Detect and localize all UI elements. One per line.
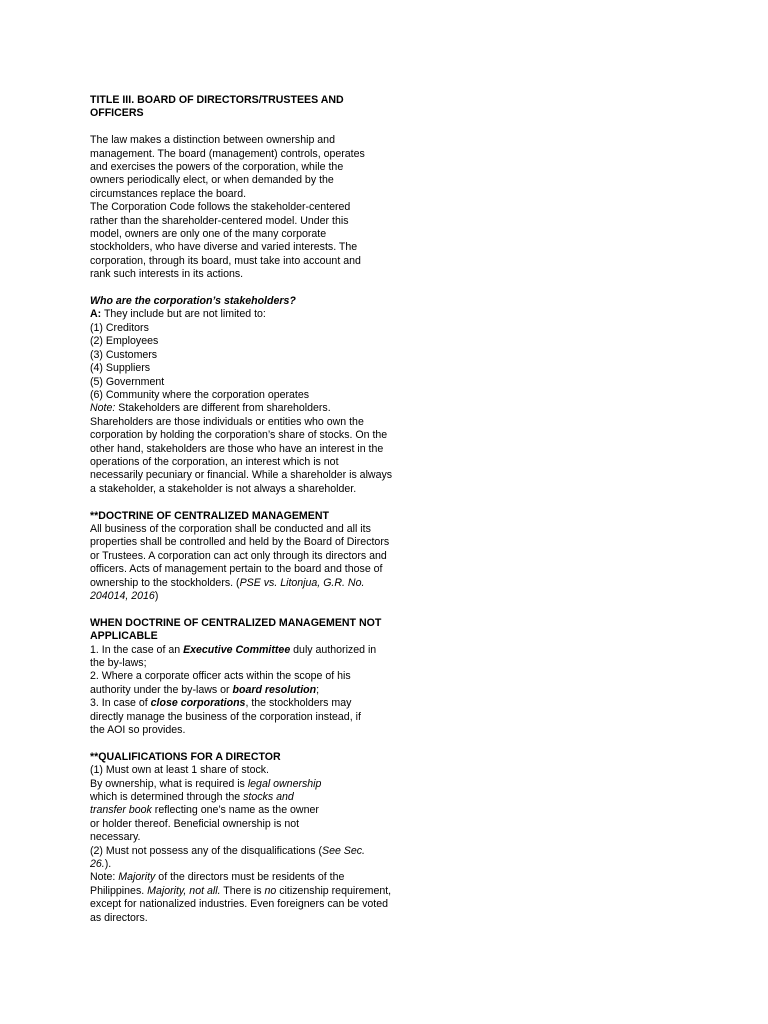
- text-run: ).: [104, 858, 112, 871]
- text-line: owners periodically elect, or when demanded by the: [90, 174, 334, 187]
- text-line: (1) Must own at least 1 share of stock.: [90, 764, 269, 777]
- text-line: as directors.: [90, 911, 148, 924]
- text-line: rank such interests in its actions.: [90, 268, 244, 281]
- emphasis: transfer book: [90, 804, 152, 817]
- text-line: directly manage the business of the corporation instead, if: [90, 710, 361, 723]
- text-line: [90, 791, 425, 804]
- text-line: The law makes a distinction between ownership and: [90, 134, 335, 147]
- text-run: ;: [316, 683, 320, 696]
- case-citation: 204014, 2016: [90, 589, 155, 602]
- text-line: management. The board (management) controls, operates: [90, 147, 365, 160]
- exceptions-section: [90, 617, 425, 738]
- text-line: All business of the corporation shall be conducted and all its: [90, 522, 371, 535]
- emphasis: legal ownership: [247, 777, 322, 790]
- text-run: reflecting one’s name as the owner: [151, 804, 319, 817]
- answer-text: They include but are not limited to:: [101, 308, 266, 321]
- text-line: properties shall be controlled and held by the Board of Directors: [90, 536, 390, 549]
- list-item: (3) Customers: [90, 348, 158, 361]
- emphasis: See Sec.: [322, 844, 365, 857]
- list-item: (4) Suppliers: [90, 362, 151, 375]
- list-item: (5) Government: [90, 375, 165, 388]
- text-line: operations of the corporation, an interest which is not: [90, 455, 339, 468]
- text-line: [90, 697, 425, 710]
- section-heading: **QUALIFICATIONS FOR A DIRECTOR: [90, 750, 281, 763]
- emphasis: board resolution: [232, 683, 317, 696]
- text-line: except for nationalized industries. Even foreigners can be voted: [90, 898, 388, 911]
- stakeholders-note: [90, 402, 425, 415]
- emphasis: Executive Committee: [183, 643, 291, 656]
- text-line: [90, 684, 425, 697]
- title-line: TITLE III. BOARD OF DIRECTORS/TRUSTEES AND: [90, 94, 344, 106]
- text-run: 1. In the case of an: [90, 643, 184, 656]
- list-item: (6) Community where the corporation operates: [90, 388, 310, 401]
- text-line: the by-laws;: [90, 657, 147, 669]
- text-line: Shareholders are those individuals or entities who own the: [90, 415, 364, 428]
- text-line: 2. Where a corporate officer acts within the scope of his: [90, 670, 351, 683]
- text-line: rather than the shareholder-centered model. Under this: [90, 214, 349, 227]
- text-line: and exercises the powers of the corporation, while the: [90, 161, 344, 174]
- text-line: stockholders, who have diverse and varied interests. The: [90, 241, 358, 254]
- section-heading: WHEN DOCTRINE OF CENTRALIZED MANAGEMENT NOT: [90, 616, 382, 629]
- text-line: a stakeholder, a stakeholder is not always a shareholder.: [90, 482, 357, 495]
- text-line: The Corporation Code follows the stakeholder-centered: [90, 201, 351, 214]
- section-heading: APPLICABLE: [90, 630, 158, 643]
- intro-paragraph: [90, 134, 425, 281]
- text-line: necessary.: [90, 831, 141, 844]
- emphasis: Majority, not all.: [147, 884, 221, 897]
- text-line: model, owners are only one of the many corporate: [90, 228, 327, 241]
- emphasis: no: [264, 884, 277, 897]
- list-item: (1) Creditors: [90, 321, 149, 334]
- qualifications-section: [90, 751, 425, 925]
- case-citation: PSE vs. Litonjua, G.R. No.: [239, 576, 365, 589]
- text-run: (2) Must not possess any of the disqualifications (: [90, 844, 322, 857]
- text-run: which is determined through the: [90, 791, 244, 804]
- note-label: Note:: [90, 402, 116, 415]
- text-run: of the directors must be residents of the: [155, 871, 345, 884]
- stakeholders-section: [90, 295, 425, 496]
- section-heading: **DOCTRINE OF CENTRALIZED MANAGEMENT: [90, 509, 329, 522]
- text-line: the AOI so provides.: [90, 724, 186, 737]
- note-text: Stakeholders are different from shareholders.: [115, 402, 331, 415]
- text-run: ownership to the stockholders. (: [90, 576, 240, 589]
- list-item: (2) Employees: [90, 335, 159, 348]
- stakeholders-answer: [90, 308, 425, 321]
- text-run: , the stockholders may: [245, 697, 352, 710]
- text-line: necessarily pecuniary or financial. While a shareholder is always: [90, 469, 393, 482]
- emphasis: close corporations: [150, 697, 246, 710]
- doctrine-section: [90, 510, 425, 604]
- text-run: There is: [220, 884, 265, 897]
- text-line: [90, 804, 425, 817]
- text-run: citizenship requirement,: [276, 884, 392, 897]
- text-line: or holder thereof. Beneficial ownership is not: [90, 817, 300, 830]
- text-line: [90, 644, 425, 657]
- text-run: Note:: [90, 871, 119, 884]
- text-line: corporation by holding the corporation’s share of stocks. On the: [90, 429, 388, 442]
- page-title: [90, 94, 425, 121]
- emphasis: Majority: [118, 871, 156, 884]
- text-run: authority under the by-laws or: [90, 683, 233, 696]
- text-line: [90, 885, 425, 898]
- answer-label: A:: [90, 308, 102, 321]
- text-line: or Trustees. A corporation can act only through its directors and: [90, 549, 387, 562]
- text-line: corporation, through its board, must take into account and: [90, 254, 361, 267]
- text-line: [90, 871, 425, 884]
- document-body: [90, 94, 425, 925]
- emphasis: stocks and: [243, 791, 294, 804]
- text-run: ): [154, 589, 159, 602]
- text-run: By ownership, what is required is: [90, 777, 248, 790]
- text-line: [90, 590, 425, 603]
- text-run: Philippines.: [90, 884, 148, 897]
- text-run: 3. In case of: [90, 697, 151, 710]
- stakeholders-question: Who are the corporation’s stakeholders?: [90, 295, 296, 308]
- text-line: circumstances replace the board.: [90, 187, 247, 200]
- emphasis: 26.: [90, 858, 105, 871]
- text-run: duly authorized in: [290, 643, 377, 656]
- title-line: OFFICERS: [90, 107, 144, 120]
- text-line: [90, 858, 425, 871]
- text-line: other hand, stakeholders are those who have an interest in the: [90, 442, 384, 455]
- text-line: [90, 778, 425, 791]
- text-line: officers. Acts of management pertain to the board and those of: [90, 563, 383, 576]
- text-line: [90, 845, 425, 858]
- text-line: [90, 577, 425, 590]
